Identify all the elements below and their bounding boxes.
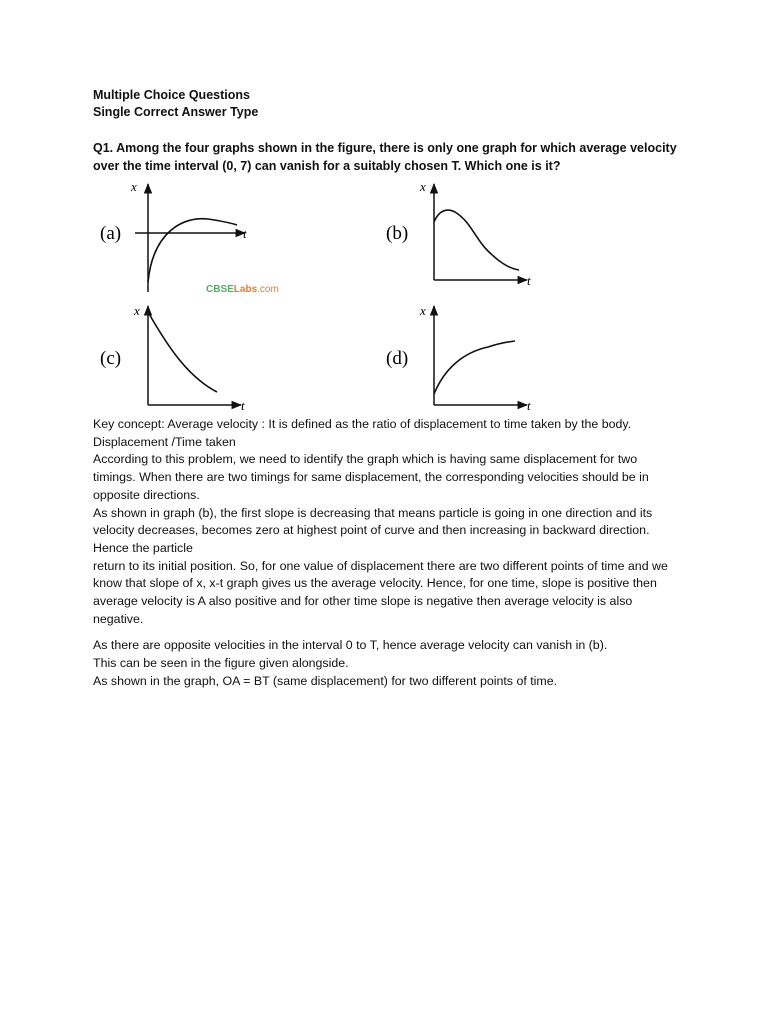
watermark-part3: .com [257, 284, 279, 295]
explanation-paragraph: Displacement /Time taken [93, 434, 236, 449]
graph-c-x-label: t [241, 398, 245, 413]
explanation-paragraph: return to its initial position. So, for one value of displacement there are two different points of time and we know that slope of x, x-t graph gives us the average velocity. Hence, for one time, slope is positive then average velocity is A also positive and for other time slope is negative then average velocity is also negative. [93, 558, 668, 626]
explanation-paragraph: As shown in graph (b), the first slope is decreasing that means particle is going in one direction and its velocity decreases, becomes zero at highest point of curve and then increasing in backward direction. Hence the particle [93, 505, 653, 555]
graph-c-label: (c) [100, 348, 122, 369]
graph-c-y-label: x [134, 303, 140, 318]
graph-a [100, 179, 247, 292]
explanation-paragraph: This can be seen in the figure given alongside. [93, 656, 349, 671]
graph-d-label: (d) [386, 348, 409, 369]
graph-c-curve [148, 312, 217, 392]
watermark [206, 284, 279, 295]
graph-a-y-label: x [131, 179, 137, 194]
explanation-paragraph: As shown in the graph, OA = BT (same displacement) for two different points of time. [93, 673, 558, 688]
graph-b-curve [434, 210, 519, 270]
section-heading: Multiple Choice Questions [93, 88, 250, 102]
graph-d-curve [434, 341, 515, 394]
section-subheading: Single Correct Answer Type [93, 105, 259, 119]
graphs-svg [93, 172, 553, 420]
explanation-paragraph: According to this problem, we need to identify the graph which is having same displacement for two timings. When there are two timings for same displacement, the corresponding velocities should be in opposite directions. [93, 452, 649, 502]
graph-b-y-label: x [420, 179, 426, 194]
watermark-part2: Labs [233, 284, 258, 295]
graphs-figure [93, 172, 553, 420]
question-text: Q1. Among the four graphs shown in the figure, there is only one graph for which average velocity over the time interval (0, 7) can vanish for a suitably chosen T. Which one is it? [93, 141, 677, 173]
graph-a-curve [148, 219, 237, 282]
explanation-paragraph: As there are opposite velocities in the interval 0 to T, hence average velocity can vanish in (b). [93, 638, 608, 653]
graph-d-y-label: x [420, 303, 426, 318]
graph-a-label: (a) [100, 223, 122, 244]
graph-d-x-label: t [527, 398, 531, 413]
watermark-part1: CBSE [206, 284, 234, 295]
graph-c [100, 303, 245, 413]
graph-a-x-label: t [243, 226, 247, 241]
graph-b-label: (b) [386, 223, 409, 244]
graph-b-x-label: t [527, 273, 531, 288]
graph-b [386, 179, 531, 288]
explanation-paragraph: Key concept: Average velocity : It is defined as the ratio of displacement to time taken by the body. [93, 417, 632, 431]
explanation-text [93, 416, 683, 691]
graph-d [386, 303, 531, 413]
